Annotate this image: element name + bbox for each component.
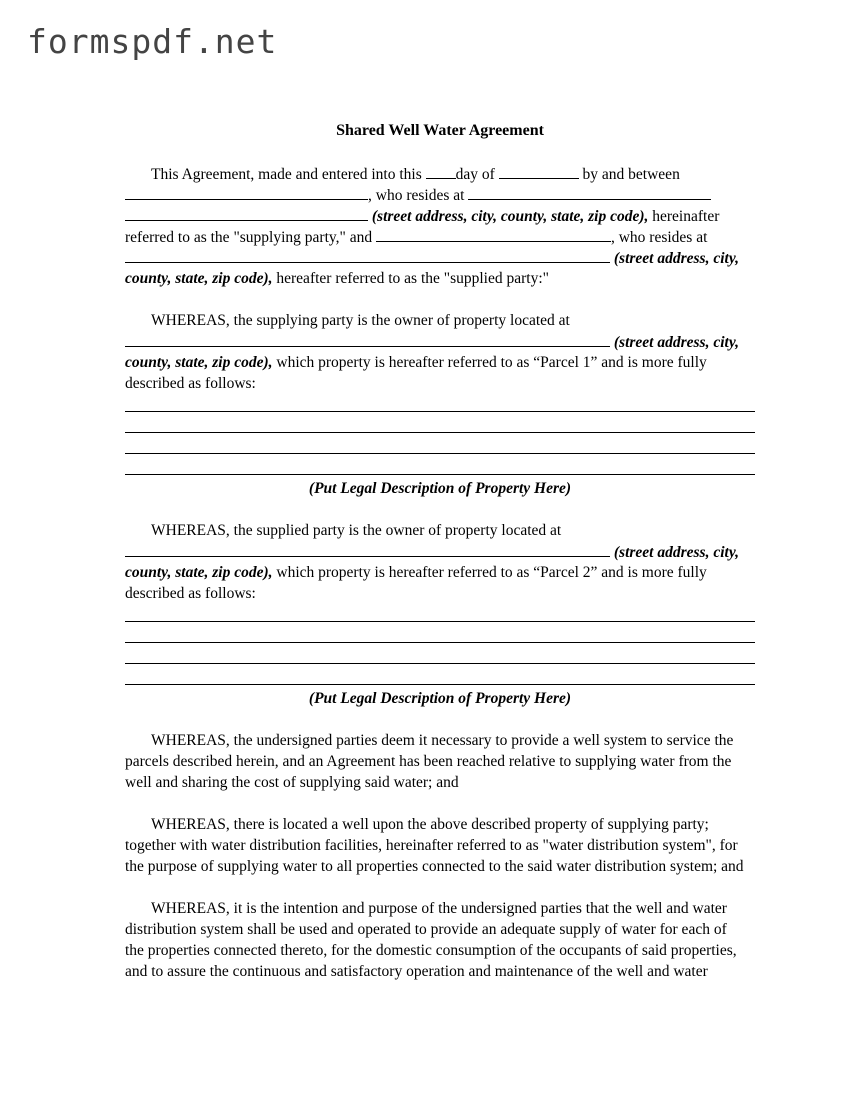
parcel2-caption: (Put Legal Description of Property Here) [308, 690, 572, 707]
supplying-party-name-blank[interactable] [125, 185, 368, 200]
parcel1-text: which property is hereafter referred to as “Parcel 1” and is more fully [272, 354, 707, 371]
supplying-party-address-blank[interactable] [468, 185, 711, 200]
parcel1-line-2 [125, 332, 755, 353]
month-blank[interactable] [499, 164, 579, 179]
address-hint: (street address, city, county, state, zip code), [368, 208, 649, 225]
intro-line-6 [125, 269, 755, 289]
parcel1-description-line[interactable] [125, 453, 755, 454]
address-hint: (street address, city, [610, 544, 739, 561]
intro-text: hereinafter [648, 208, 720, 225]
address-hint: county, state, zip code), [125, 270, 273, 287]
intro-text: , who resides at [610, 229, 708, 246]
whereas1-line: WHEREAS, the undersigned parties deem it necessary to provide a well system to service the [151, 732, 734, 749]
whereas1-line: well and sharing the cost of supplying said water; and [125, 774, 459, 791]
parcel1-description-line[interactable] [125, 411, 755, 412]
parcel2-line-4: described as follows: [125, 585, 256, 602]
supplied-party-address-blank[interactable] [125, 248, 610, 263]
parcel1-description-line[interactable] [125, 474, 755, 475]
intro-line-5 [125, 248, 755, 269]
parcel2-description-line[interactable] [125, 621, 755, 622]
intro-line-3 [125, 206, 755, 227]
parcel2-address-blank[interactable] [125, 542, 610, 557]
parcel2-description-line[interactable] [125, 642, 755, 643]
address-hint: county, state, zip code), [125, 354, 273, 371]
whereas3-line: and to assure the continuous and satisfactory operation and maintenance of the well and water [125, 963, 708, 980]
whereas2-line: together with water distribution facilities, hereinafter referred to as "water distribution system", for [125, 837, 738, 854]
intro-line-4 [125, 227, 755, 248]
parcel1-line-3 [125, 353, 755, 373]
intro-text: referred to as the "supplying party," and [125, 229, 376, 246]
address-hint: (street address, city, [610, 334, 739, 351]
intro-text: This Agreement, made and entered into this [151, 166, 426, 183]
intro-line-2 [125, 185, 755, 206]
parcel2-line-2 [125, 542, 755, 563]
whereas3-line: WHEREAS, it is the intention and purpose of the undersigned parties that the well and water [151, 900, 727, 917]
parcel2-description-line[interactable] [125, 684, 755, 685]
parcel1-line-1: WHEREAS, the supplying party is the owner of property located at [151, 312, 570, 329]
parcel2-description-line[interactable] [125, 663, 755, 664]
document-title: Shared Well Water Agreement [336, 122, 544, 139]
whereas3-line: the properties connected thereto, for the domestic consumption of the occupants of said properties, [125, 942, 737, 959]
day-blank[interactable] [426, 164, 456, 179]
parcel1-caption: (Put Legal Description of Property Here) [308, 480, 572, 497]
intro-text: hereafter referred to as the "supplied party:" [272, 270, 549, 287]
parcel2-line-3 [125, 563, 755, 583]
whereas2-line: WHEREAS, there is located a well upon the above described property of supplying party; [151, 816, 709, 833]
parcel2-text: which property is hereafter referred to as “Parcel 2” and is more fully [272, 564, 707, 581]
address-hint: county, state, zip code), [125, 564, 273, 581]
whereas3-line: distribution system shall be used and operated to provide an adequate supply of water for each of [125, 921, 727, 938]
intro-text: , who resides at [368, 187, 469, 204]
parcel1-description-line[interactable] [125, 432, 755, 433]
intro-text: day of [455, 166, 499, 183]
intro-line-1 [125, 164, 781, 185]
parcel1-line-4: described as follows: [125, 375, 256, 392]
whereas2-line: the purpose of supplying water to all properties connected to the said water distribution system; and [125, 858, 744, 875]
address-hint: (street address, city, [610, 250, 739, 267]
supplied-party-name-blank[interactable] [376, 227, 611, 242]
watermark: formspdf.net [27, 22, 278, 61]
supplying-party-address-blank-2[interactable] [125, 206, 368, 221]
parcel1-address-blank[interactable] [125, 332, 610, 347]
whereas1-line: parcels described herein, and an Agreement has been reached relative to supplying water from the [125, 753, 732, 770]
intro-text: by and between [578, 166, 680, 183]
parcel2-line-1: WHEREAS, the supplied party is the owner of property located at [151, 522, 562, 539]
